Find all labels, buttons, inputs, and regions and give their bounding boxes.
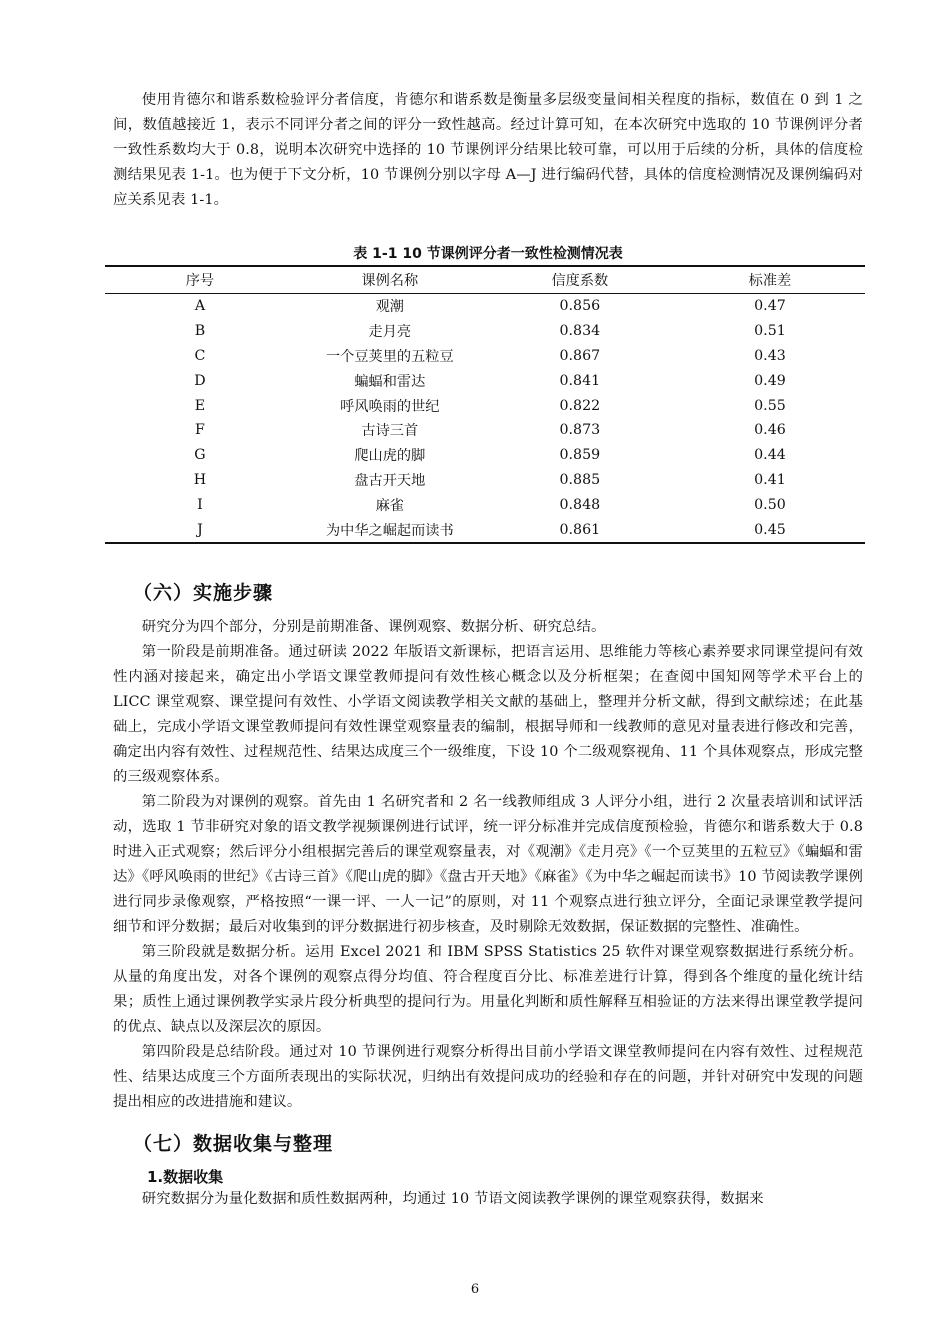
cell-lesson-name: 麻雀 [375, 497, 404, 514]
table-header-row [105, 266, 865, 294]
table-row [105, 344, 865, 369]
cell-std-dev: 0.46 [754, 422, 786, 439]
cell-std-dev: 0.45 [675, 517, 865, 543]
cell-reliability: 0.822 [559, 397, 601, 414]
header-std-dev: 标准差 [675, 266, 865, 294]
table-row [105, 418, 865, 443]
cell-lesson-name: 一个豆荚里的五粒豆 [325, 348, 454, 365]
cell-index: E [194, 397, 206, 414]
table-row [105, 443, 865, 468]
section6-paragraph: 第四阶段是总结阶段。通过对 10 节课例进行观察分析得出目前小学语文课堂教师提问在内容有效性、过程规范性、结果达成度三个方面所表现出的实际状况，归纳出有效提问成功的经验和存在的问题，并针对研究中发现的问题提出相应的改进措施和建议。 [113, 1043, 863, 1110]
cell-lesson-name: 走月亮 [368, 324, 412, 341]
table-row [105, 368, 865, 393]
cell-lesson-name: 盘古开天地 [354, 472, 426, 489]
table-row [105, 492, 865, 517]
cell-index: G [194, 447, 206, 464]
table-caption: 表 1-1 10 节课例评分者一致性检测情况表 [353, 246, 623, 262]
cell-lesson-name: 观潮 [375, 299, 404, 316]
intro-paragraph: 使用肯德尔和谐系数检验评分者信度，肯德尔和谐系数是衡量多层级变量间相关程度的指标，数值在 0 到 1 之间，数值越接近 1，表示不同评分者之间的评分一致性越高。经过计算可知，在本次研究中选取的 10 节课例评分者一致性系数均大于 0.8，说明本次研究中选择的 10 节课例评分结果比较可靠，可以用于后续的分析，具体的信度检测结果见表 1-1。也为便于下文分析，10 节课例分别以字母 A—J 进行编码代替，具体的信度检测情况及课例编码对应关系见表 1-1。 [113, 92, 863, 208]
cell-index: D [194, 372, 206, 389]
section6-paragraph: 研究分为四个部分，分别是前期准备、课例观察、数据分析、研究总结。 [141, 618, 606, 635]
section6-heading: （六）实施步骤 [133, 581, 274, 604]
table-row [105, 468, 865, 493]
cell-reliability: 0.856 [559, 298, 601, 315]
table-row [105, 517, 865, 543]
cell-std-dev: 0.51 [754, 323, 786, 340]
cell-lesson-name: 爬山虎的脚 [354, 448, 426, 465]
cell-reliability: 0.848 [559, 496, 601, 513]
cell-std-dev: 0.55 [754, 397, 786, 414]
cell-std-dev: 0.44 [754, 447, 786, 464]
header-lesson-name: 课例名称 [295, 266, 485, 294]
cell-index: B [194, 323, 206, 340]
cell-lesson-name: 蝙蝠和雷达 [354, 373, 426, 390]
section6-paragraph: 第一阶段是前期准备。通过研读 2022 年版语文新课标，把语言运用、思维能力等核心素养要求同课堂提问有效性内涵对接起来，确定出小学语文课堂教师提问有效性核心概念以及分析框架；在查阅中国知网等学术平台上的 LICC 课堂观察、课堂提问有效性、小学语文阅读教学相关文献的基础上，整理并分析文献，得到文献综述；在此基础上，完成小学语文课堂教师提问有效性课堂观察量表的编制，根据导师和一线教师的意见对量表进行修改和完善，确定出内容有效性、过程规范性、结果达成度三个一级维度，下设 10 个二级观察视角、11 个具体观察点，形成完整的三级观察体系。 [113, 643, 863, 785]
cell-std-dev: 0.49 [754, 372, 786, 389]
cell-reliability: 0.867 [559, 347, 601, 364]
cell-std-dev: 0.43 [754, 347, 786, 364]
section7-paragraph: 研究数据分为量化数据和质性数据两种，均通过 10 节语文阅读教学课例的课堂观察获得，数据来 [141, 1190, 764, 1207]
cell-index: A [194, 298, 206, 315]
document-page [113, 88, 863, 1212]
cell-std-dev: 0.41 [754, 471, 786, 488]
table-row [105, 294, 865, 319]
cell-index: J [105, 517, 295, 543]
table-body [105, 294, 865, 543]
reliability-table [105, 265, 865, 544]
cell-lesson-name: 古诗三首 [361, 423, 419, 440]
header-index: 序号 [105, 266, 295, 294]
cell-reliability: 0.859 [559, 447, 601, 464]
header-reliability: 信度系数 [485, 266, 675, 294]
cell-index: F [195, 422, 205, 439]
table-row [105, 319, 865, 344]
cell-reliability: 0.885 [559, 471, 601, 488]
cell-std-dev: 0.47 [754, 298, 786, 315]
page-number: 6 [470, 1282, 480, 1297]
table-row [105, 393, 865, 418]
cell-index: I [197, 496, 203, 513]
cell-reliability: 0.834 [559, 323, 601, 340]
cell-reliability: 0.841 [559, 372, 601, 389]
cell-index: C [194, 347, 206, 364]
section6-paragraph: 第二阶段为对课例的观察。首先由 1 名研究者和 2 名一线教师组成 3 人评分小组，进行 2 次量表培训和试评活动，选取 1 节非研究对象的语文教学视频课例进行试评，统一评分标准并完成信度预检验，肯德尔和谐系数大于 0.8 时进入正式观察；然后评分小组根据完善后的课堂观察量表，对《观潮》《走月亮》《一个豆荚里的五粒豆》《蝙蝠和雷达》《呼风唤雨的世纪》《古诗三首》《爬山虎的脚》《盘古开天地》《麻雀》《为中华之崛起而读书》10 节阅读教学课例进行同步录像观察，严格按照“一课一评、一人一记”的原则，对 11 个观察点进行独立评分，全面记录课堂教学提问细节和评分数据；最后对收集到的评分数据进行初步核查，及时剔除无效数据，保证数据的完整性、准确性。 [113, 793, 863, 935]
cell-index: H [193, 471, 207, 488]
section7-heading: （七）数据收集与整理 [133, 1132, 334, 1155]
cell-lesson-name: 为中华之崛起而读书 [295, 517, 485, 543]
cell-reliability: 0.861 [485, 517, 675, 543]
cell-lesson-name: 呼风唤雨的世纪 [340, 398, 440, 415]
cell-std-dev: 0.50 [754, 496, 786, 513]
section6-paragraph: 第三阶段就是数据分析。运用 Excel 2021 和 IBM SPSS Statistics 25 软件对课堂观察数据进行系统分析。从量的角度出发，对各个课例的观察点得分均值、符合程度百分比、标准差进行计算，得到各个维度的量化统计结果；质性上通过课例教学实录片段分析典型的提问行为。用量化判断和质性解释互相验证的方法来得出课堂教学提问的优点、缺点以及深层次的原因。 [113, 943, 863, 1035]
section7-subheading: 1.数据收集 [147, 1167, 224, 1186]
cell-reliability: 0.873 [559, 422, 601, 439]
